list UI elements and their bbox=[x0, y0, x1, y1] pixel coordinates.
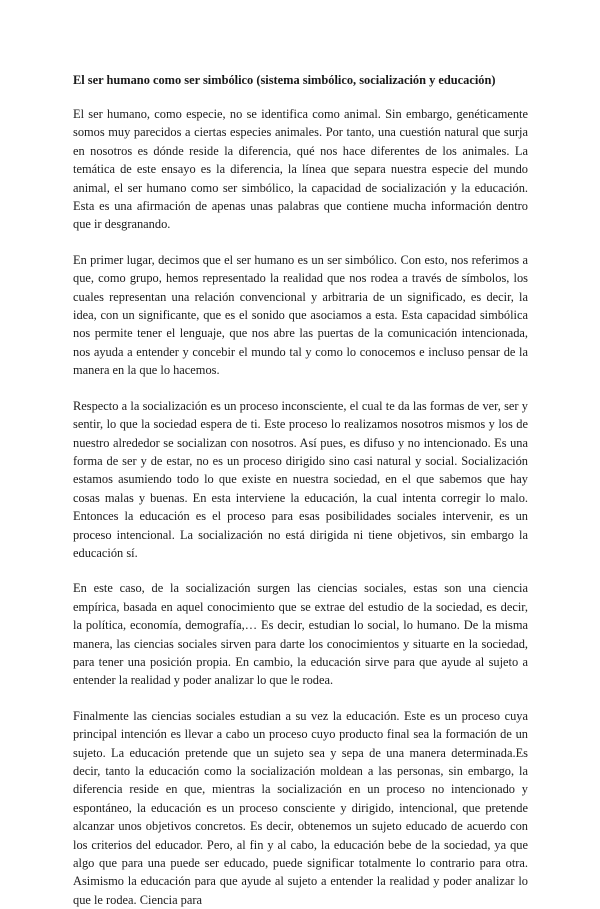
paragraph-socialization: Respecto a la socialización es un proceso inconsciente, el cual te da las formas de ver, ser y sentir, lo que la sociedad espera de ti. Este proceso lo realizamos nosotros mismos y los de nuestro alrededor se socializan con nosotros. Así pues, es difuso y no intencionado. Es una forma de ser y de estar, no es un proceso dirigido sino casi natural y social. Socialización estamos asumiendo todo lo que existe en nuestra sociedad, en el que sabemos que hay cosas malas y buenas. En esta interviene la educación, la cual intenta corregir lo malo. Entonces la educación es el proceso para esas posibilidades sociales intervenir, es un proceso intencional. La socialización no está dirigida ni tiene objetivos, sin embargo la educación sí. bbox=[73, 398, 528, 560]
paragraph-education: Finalmente las ciencias sociales estudian a su vez la educación. Este es un proceso cuya principal intención es llevar a cabo un proceso cuyo producto final sea la formación de un sujeto. La educación pretende que un sujeto sea y sepa de una manera determinada.Es decir, tanto la educación como la socialización moldean a las personas, sin embargo, la diferencia reside en que, mientras la socialización en un proceso no intencionado y espontáneo, la educación es un proceso consciente y dirigido, intencional, que pretende alcanzar unos objetivos concretos. Es decir, obtenemos un sujeto educado de acuerdo con los criterios del educador. Pero, al fin y al cabo, la educación bebe de la sociedad, ya que algo que para una puede ser educado, puede significar totalmente lo contrario para otra. Asimismo la educación para que ayude al sujeto a entender la realidad y poder analizar lo que le rodea. Ciencia para bbox=[73, 708, 528, 907]
paragraph-symbolic-being: En primer lugar, decimos que el ser humano es un ser simbólico. Con esto, nos referimos a que, como grupo, hemos representado la realidad que nos rodea a través de símbolos, los cuales representan una relación convencional y arbitraria de un significado, es decir, la idea, con un significante, que es el sonido que asociamos a esta. Esta capacidad simbólica nos permite tener el lenguaje, que nos abre las puertas de la comunicación intencionada, nos ayuda a entender y concebir el mundo tal y como lo conocemos e incluso pensar de la manera en la que lo hacemos. bbox=[73, 252, 528, 378]
document-body bbox=[73, 72, 528, 909]
paragraph-intro: El ser humano, como especie, no se identifica como animal. Sin embargo, genéticamente somos muy parecidos a ciertas especies animales. Por tanto, una cuestión natural que surja en nosotros es dónde reside la diferencia, qué nos hace diferentes de los animales. La temática de este ensayo es la diferencia, la línea que separa nuestra especie del mundo animal, el ser humano como ser simbólico, la capacidad de socialización y la educación. Esta es una afirmación de apenas unas palabras que contiene mucha información dentro que ir desgranando. bbox=[73, 107, 528, 232]
paragraph-social-sciences: En este caso, de la socialización surgen las ciencias sociales, estas son una ciencia empírica, basada en aquel conocimiento que se extrae del estudio de la sociedad, es decir, la política, economía, demografía,… Es decir, estudian lo social, lo humano. De la misma manera, las ciencias sociales sirven para darte los conocimientos y situarte en la sociedad, para tener una posición propia. En cambio, la educación sirve para que ayude al sujeto a entender la realidad y poder analizar lo que le rodea. bbox=[73, 581, 528, 688]
document-title: El ser humano como ser simbólico (sistema simbólico, socialización y educación) bbox=[73, 73, 496, 87]
